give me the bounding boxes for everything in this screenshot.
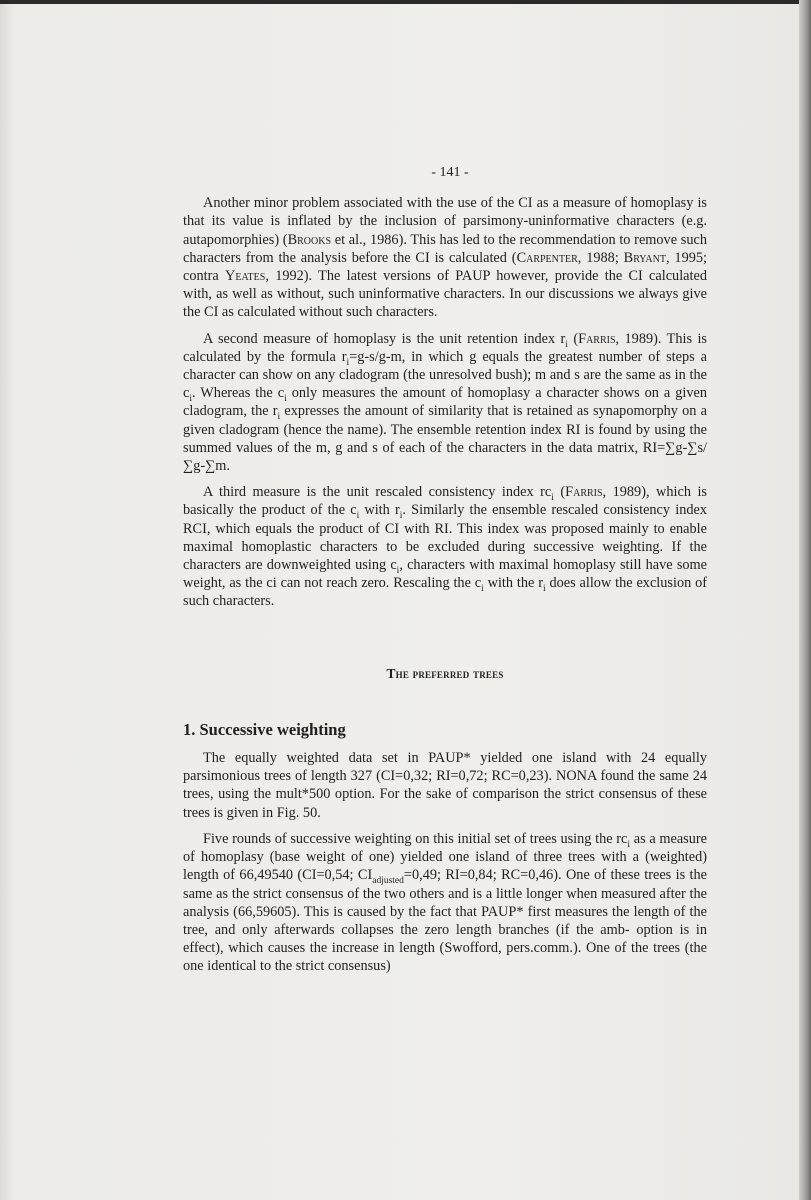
page-top-edge <box>0 0 811 4</box>
paragraph-equal-weighting: The equally weighted data set in PAUP* yielded one island with 24 equally parsimonious trees of length 327 (CI=0,32; RI=0,72; RC=0,23). NONA found the same 24 trees, using the mult*500 option. For the sake of comparison the strict consensus of these trees is given in Fig. 50. <box>183 750 707 821</box>
paragraph-retention-index: A second measure of homoplasy is the unit retention index $r_i$ (Farris, 1989). This is calculated by the formula $r_i=g-s/g-m$, in which g equals the greatest number of steps a character can show on any cladogram (the unresolved bush); m and s are the same as in the $c_i$. Whereas the $c_i$ only measures the amount of homoplasy a character shows on a given cladogram, the $r_i$ expresses the amount of similarity that is retained as synapomorphy on a given cladogram (hence the name). The ensemble retention index RI is found by using the summed values of the m, g and s of each of the characters in the data matrix, RI=∑g-∑s/∑g-∑m. <box>183 330 708 475</box>
section-heading-preferred-trees: The preferred trees <box>386 665 504 681</box>
page-number: - 141 - <box>431 165 469 180</box>
paragraph-rescaled-consistency: A third measure is the unit rescaled consistency index $rc_i$ (Farris, 1989), which is basically the product of the $c_i$ with $r_i$. Similarly the ensemble rescaled consistency index RCI, which equals the product of CI with RI. This index was proposed mainly to enable maximal homoplastic characters to be excluded during successive weighting. If the characters are downweighted using $c_i$, characters with maximal homoplasy still have some weight, as the ci can not reach zero. Rescaling the $c_i$ with the $r_i$ does allow the exclusion of such characters. <box>183 484 708 610</box>
book-spine-shadow <box>799 0 811 1200</box>
paragraph-ci-inflation: Another minor problem associated with the use of the CI as a measure of homoplasy is that its value is inflated by the inclusion of parsimony-uninformative characters (e.g. autapomorphies) (Brooks et al., 1986). This has led to the recommendation to remove such characters from the analysis before the CI is calculated (Carpenter, 1988; Bryant, 1995; contra Yeates, 1992). The latest versions of PAUP however, provide the CI calculated with, as well as without, such uninformative characters. In our discussions we always give the CI as calculated without such characters. <box>183 195 707 321</box>
text-column <box>183 164 707 984</box>
paragraph-successive-rounds: Five rounds of successive weighting on this initial set of trees using the $rc_i$ as a measure of homoplasy (base weight of one) yielded one island of three trees with a (weighted) length of 66,49540 (CI=0,54; $CI_{adjusted}=0,49$; RI=0,84; RC=0,46). One of these trees is the same as the strict consensus of the two others and is a little longer when measured after the analysis (66,59605). This is caused by the fact that PAUP* first measures the length of the tree, and only afterwards collapses the zero length branches (if the amb- option is in effect), which causes the increase in length (Swofford, pers.comm.). One of the trees (the one identical to the strict consensus) <box>183 830 708 975</box>
subsection-heading-successive-weighting: 1. Successive weighting <box>183 719 346 739</box>
